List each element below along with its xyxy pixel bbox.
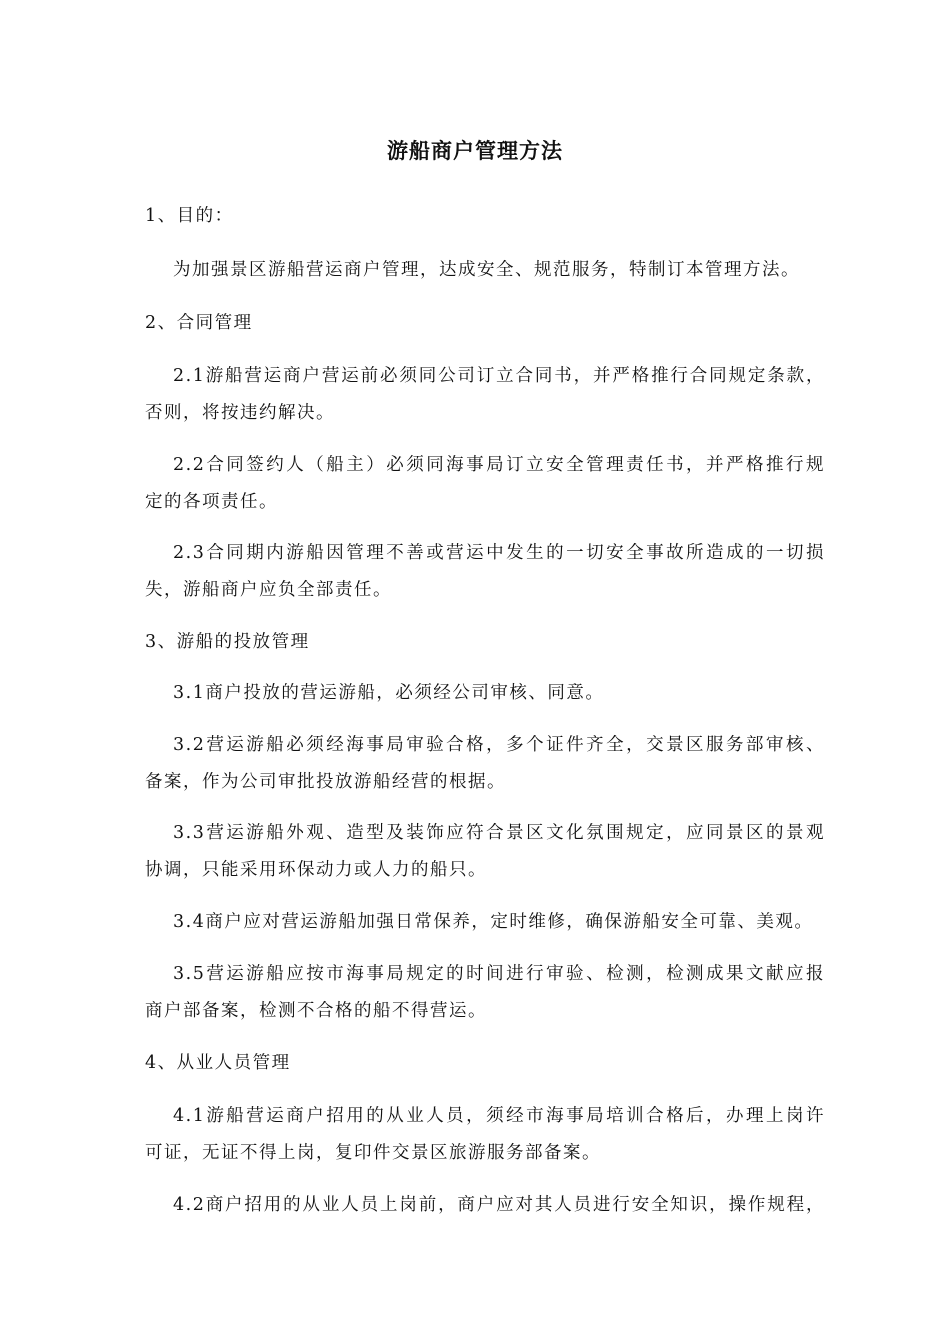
paragraph-line: 3.1商户投放的营运游船，必须经公司审核、同意。 (173, 683, 605, 703)
paragraph-line: 协调，只能采用环保动力或人力的船只。 (145, 860, 487, 880)
paragraph-line: 为加强景区游船营运商户管理，达成安全、规范服务，特制订本管理方法。 (173, 260, 800, 280)
paragraph-line: 2.3合同期内游船因管理不善或营运中发生的一切安全事故所造成的一切损 (173, 543, 825, 563)
section-heading-4: 4、从业人员管理 (145, 1053, 291, 1073)
paragraph-line: 失，游船商户应负全部责任。 (145, 580, 392, 600)
section-heading-2: 2、合同管理 (145, 313, 253, 333)
paragraph-line: 2.1游船营运商户营运前必须同公司订立合同书，并严格推行合同规定条款， (173, 366, 825, 386)
section-heading-3: 3、游船的投放管理 (145, 632, 310, 652)
paragraph-line: 3.4商户应对营运游船加强日常保养，定时维修，确保游船安全可靠、美观。 (173, 912, 814, 932)
paragraph-line: 3.5营运游船应按市海事局规定的时间进行审验、检测，检测成果文献应报 (173, 964, 825, 984)
document-title: 游船商户管理方法 (387, 138, 563, 163)
paragraph-line: 3.3营运游船外观、造型及装饰应符合景区文化氛围规定，应同景区的景观 (173, 823, 825, 843)
section-heading-1: 1、目的： (145, 206, 234, 226)
paragraph-line: 2.2合同签约人（船主）必须同海事局订立安全管理责任书，并严格推行规 (173, 455, 825, 475)
paragraph-line: 备案，作为公司审批投放游船经营的根据。 (145, 772, 506, 792)
paragraph-line: 商户部备案，检测不合格的船不得营运。 (145, 1001, 487, 1021)
paragraph-line: 定的各项责任。 (145, 492, 278, 512)
paragraph-line: 3.2营运游船必须经海事局审验合格，多个证件齐全，交景区服务部审核、 (173, 735, 825, 755)
paragraph-line: 4.1游船营运商户招用的从业人员，须经市海事局培训合格后，办理上岗许 (173, 1106, 825, 1126)
paragraph-line: 可证，无证不得上岗，复印件交景区旅游服务部备案。 (145, 1143, 601, 1163)
paragraph-line: 否则，将按违约解决。 (145, 403, 335, 423)
paragraph-line: 4.2商户招用的从业人员上岗前，商户应对其人员进行安全知识，操作规程， (173, 1195, 825, 1215)
